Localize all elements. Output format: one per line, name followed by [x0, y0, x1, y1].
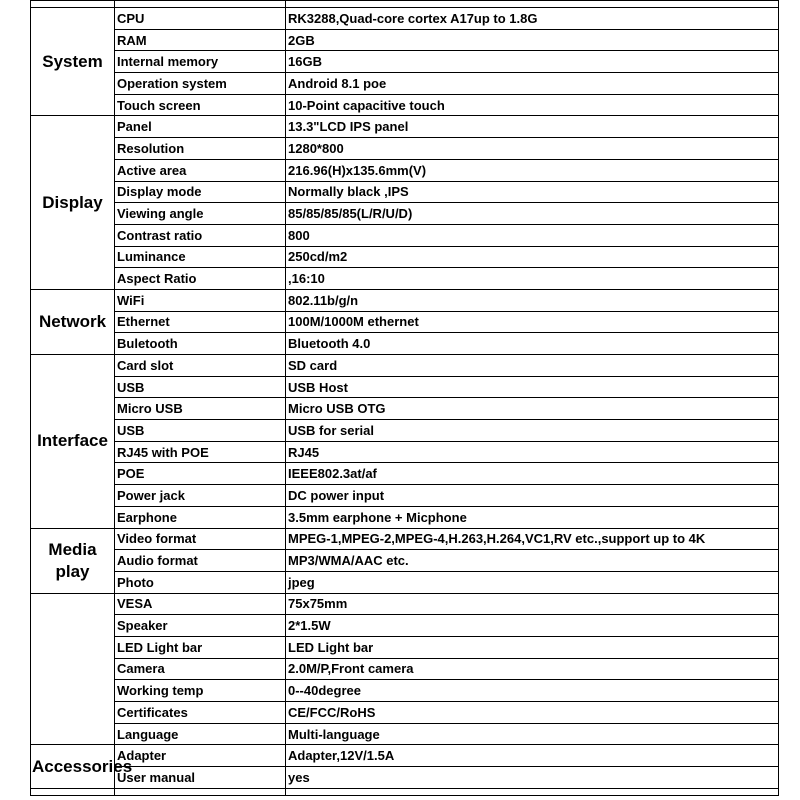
spec-value: DC power input — [286, 485, 779, 507]
spec-label: USB — [115, 420, 286, 442]
spec-value: 802.11b/g/n — [286, 289, 779, 311]
table-row — [31, 8, 779, 30]
spec-value: Adapter,12V/1.5A — [286, 745, 779, 767]
table-row — [31, 745, 779, 767]
spec-value: 0--40degree — [286, 680, 779, 702]
spec-value: 85/85/85/85(L/R/U/D) — [286, 203, 779, 225]
table-row — [31, 116, 779, 138]
table-row — [31, 246, 779, 268]
spec-label: Language — [115, 723, 286, 745]
table-row — [31, 615, 779, 637]
spec-value: MPEG-1,MPEG-2,MPEG-4,H.263,H.264,VC1,RV etc.,support up to 4K — [286, 528, 779, 550]
table-row — [31, 138, 779, 160]
spec-label: Card slot — [115, 355, 286, 377]
spec-value: LED Light bar — [286, 636, 779, 658]
spec-label: Power jack — [115, 485, 286, 507]
spec-value: Bluetooth 4.0 — [286, 333, 779, 355]
table-row — [31, 29, 779, 51]
spec-value: 2.0M/P,Front camera — [286, 658, 779, 680]
spec-label: Micro USB — [115, 398, 286, 420]
table-row — [31, 94, 779, 116]
spec-label: Internal memory — [115, 51, 286, 73]
table-row — [31, 289, 779, 311]
table-row — [31, 528, 779, 550]
spec-value: CE/FCC/RoHS — [286, 702, 779, 724]
table-row — [31, 571, 779, 593]
spec-value: 2GB — [286, 29, 779, 51]
table-row — [31, 658, 779, 680]
table-row — [31, 311, 779, 333]
category-accessories: Accessories — [31, 745, 115, 788]
spec-label: Ethernet — [115, 311, 286, 333]
table-row — [31, 506, 779, 528]
spec-label: Speaker — [115, 615, 286, 637]
category-network: Network — [31, 289, 115, 354]
spec-value: RK3288,Quad-core cortex A17up to 1.8G — [286, 8, 779, 30]
spec-value: USB Host — [286, 376, 779, 398]
spec-label: Camera — [115, 658, 286, 680]
spec-label: Audio format — [115, 550, 286, 572]
spec-value: Normally black ,IPS — [286, 181, 779, 203]
spec-label: RJ45 with POE — [115, 441, 286, 463]
table-row — [31, 203, 779, 225]
category-interface: Interface — [31, 355, 115, 529]
table-row — [31, 636, 779, 658]
table-row — [31, 463, 779, 485]
spec-label: Viewing angle — [115, 203, 286, 225]
spec-label: RAM — [115, 29, 286, 51]
spec-table — [30, 0, 779, 796]
spec-label: Earphone — [115, 506, 286, 528]
spec-label: Contrast ratio — [115, 224, 286, 246]
spec-value: Android 8.1 poe — [286, 73, 779, 95]
spec-value: 2*1.5W — [286, 615, 779, 637]
spec-value: jpeg — [286, 571, 779, 593]
table-row — [31, 550, 779, 572]
spec-value: 216.96(H)x135.6mm(V) — [286, 159, 779, 181]
spec-label: LED Light bar — [115, 636, 286, 658]
table-row — [31, 485, 779, 507]
spec-label: WiFi — [115, 289, 286, 311]
table-row — [31, 51, 779, 73]
table-row — [31, 398, 779, 420]
spec-label: Adapter — [115, 745, 286, 767]
spec-label: Operation system — [115, 73, 286, 95]
table-row — [31, 376, 779, 398]
spec-value: 800 — [286, 224, 779, 246]
table-row — [31, 355, 779, 377]
table-row — [31, 73, 779, 95]
spec-label: POE — [115, 463, 286, 485]
spec-value: yes — [286, 767, 779, 789]
spec-value: Micro USB OTG — [286, 398, 779, 420]
table-row — [31, 181, 779, 203]
spec-label: Display mode — [115, 181, 286, 203]
table-row — [31, 159, 779, 181]
spec-value: 13.3"LCD IPS panel — [286, 116, 779, 138]
spec-label: Active area — [115, 159, 286, 181]
table-row — [31, 723, 779, 745]
spec-value: Multi-language — [286, 723, 779, 745]
category-media-play: Media play — [31, 528, 115, 593]
table-row — [31, 224, 779, 246]
spec-value: IEEE802.3at/af — [286, 463, 779, 485]
spec-label: Photo — [115, 571, 286, 593]
spec-table-body — [31, 1, 779, 796]
spec-value: 250cd/m2 — [286, 246, 779, 268]
spec-value: 75x75mm — [286, 593, 779, 615]
spec-label: Video format — [115, 528, 286, 550]
table-bottom-strip — [31, 788, 779, 795]
category-display: Display — [31, 116, 115, 290]
spec-label: Buletooth — [115, 333, 286, 355]
table-row — [31, 441, 779, 463]
spec-label: Aspect Ratio — [115, 268, 286, 290]
table-row — [31, 680, 779, 702]
spec-value: 16GB — [286, 51, 779, 73]
spec-value: ,16:10 — [286, 268, 779, 290]
spec-label: Panel — [115, 116, 286, 138]
table-row — [31, 593, 779, 615]
spec-value: 100M/1000M ethernet — [286, 311, 779, 333]
category-system: System — [31, 8, 115, 116]
spec-value: RJ45 — [286, 441, 779, 463]
category-misc — [31, 593, 115, 745]
spec-label: Touch screen — [115, 94, 286, 116]
spec-value: MP3/WMA/AAC etc. — [286, 550, 779, 572]
spec-label: CPU — [115, 8, 286, 30]
table-row — [31, 702, 779, 724]
spec-value: SD card — [286, 355, 779, 377]
spec-label: USB — [115, 376, 286, 398]
spec-label: Working temp — [115, 680, 286, 702]
spec-label: Resolution — [115, 138, 286, 160]
spec-value: USB for serial — [286, 420, 779, 442]
spec-value: 10-Point capacitive touch — [286, 94, 779, 116]
spec-label: User manual — [115, 767, 286, 789]
table-row — [31, 333, 779, 355]
spec-value: 3.5mm earphone + Micphone — [286, 506, 779, 528]
table-top-strip — [31, 1, 779, 8]
spec-label: Luminance — [115, 246, 286, 268]
spec-value: 1280*800 — [286, 138, 779, 160]
spec-label: Certificates — [115, 702, 286, 724]
spec-label: VESA — [115, 593, 286, 615]
table-row — [31, 420, 779, 442]
table-row — [31, 767, 779, 789]
table-row — [31, 268, 779, 290]
